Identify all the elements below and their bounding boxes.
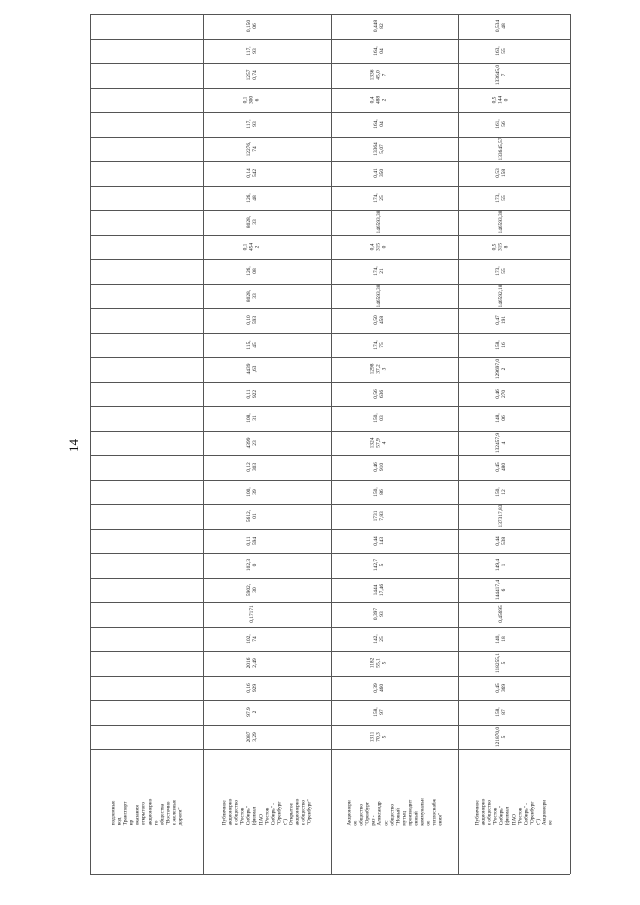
table-row-line (90, 700, 570, 701)
table-cell-value: 102, 74 (245, 634, 258, 644)
table-column-line (458, 14, 459, 874)
table-cell-value: 0,39 460 (373, 683, 386, 693)
table-row-line (90, 88, 570, 89)
table-cell-value: 150, 86 (373, 487, 386, 497)
table-cell-value: 140, 18 (494, 634, 507, 644)
table-row-line (90, 112, 570, 113)
table-row-line (90, 259, 570, 260)
table-row-line (90, 382, 570, 383)
table-row-line (90, 455, 570, 456)
table-cell-value: 0,397 93 (373, 608, 386, 621)
table-cell-value: 142, 25 (373, 634, 386, 644)
table-cell-value: 0,5 144 0 (491, 95, 510, 104)
table-cell-value: 146592,18 (497, 284, 504, 308)
table-cell-value: 132457,9 4 (494, 432, 507, 453)
table-cell-value: 144417,4 6 (494, 579, 507, 600)
table-cell-value: 4399 23 (245, 437, 258, 449)
table-cell-value: 108, 31 (245, 413, 258, 423)
table-column-line (203, 14, 204, 874)
table-row-line (90, 357, 570, 358)
table-cell-value: 146593,38 (376, 210, 383, 234)
table-cell-value: 164, 04 (373, 119, 386, 129)
table-cell-value: 12276, 74 (245, 141, 258, 157)
table-cell-value: 137317,83 (497, 504, 504, 528)
table-cell-value: 163, 55 (494, 46, 507, 56)
table-cell-value: 174, 75 (373, 340, 386, 350)
table-cell-value: 1257 0,74 (245, 69, 258, 81)
table-cell-value: 115, 45 (245, 340, 258, 350)
table-cell-value: 0,5 315 8 (491, 242, 510, 251)
table-cell-value: 158, 16 (494, 340, 507, 350)
table-cell-value: 8028, 33 (245, 216, 258, 229)
table-cell-value: 150, 03 (373, 413, 386, 423)
table-cell-value: 0,47 191 (494, 315, 507, 325)
table-cell-value: 118255,1 5 (494, 653, 507, 674)
table-cell-value: 0,53 158 (494, 168, 507, 178)
table-cell-value: 0,10 593 (245, 315, 258, 325)
table-row-line (90, 14, 570, 15)
table-row-line (90, 63, 570, 64)
table-cell-value: 0,50 458 (373, 315, 386, 325)
table-cell-value: 142,7 5 (373, 559, 386, 572)
table-row-line (90, 627, 570, 628)
table-cell-value: 0,534 48 (494, 20, 507, 33)
table-cell-value: 1324 57,9 4 (369, 437, 389, 449)
table-cell-value: 1731 7,83 (373, 510, 386, 522)
table-cell-value: 0,16 929 (245, 683, 258, 693)
table-cell-value: 149,4 1 (494, 559, 507, 572)
table-cell-value: 13364 5,07 (373, 142, 386, 156)
entity-label-text: Публичное акционерно е общество "Ростов Сибирь" (филиал ПАО "Ростов Сибирь" - "Оренбург с") Акционерн ое (474, 798, 554, 825)
table-cell-value: 0,12 303 (245, 462, 258, 472)
table-cell-value: 117, 93 (245, 46, 258, 56)
table-cell-value: 146593,38 (376, 284, 383, 308)
table-row-line (90, 431, 570, 432)
entity-label-text: Акционерн ое общество "Оренбург раз - Александр ос общество "Новый мутыц производит енный коммунальн ое теплоснабж ения" (345, 797, 444, 826)
table-cell-value: 0,41 350 (373, 168, 386, 178)
table-cell-value: 0,1 300 6 (242, 95, 261, 104)
table-column-line (570, 14, 571, 874)
table-cell-value: 121870,0 5 (494, 726, 507, 747)
table-row-line (90, 39, 570, 40)
table-row-line (90, 529, 570, 530)
table-cell-value: 1182 55,1 5 (369, 657, 389, 669)
table-cell-value: 8028, 33 (245, 289, 258, 302)
table-cell-value: 1311 70,3 5 (369, 731, 389, 743)
table-row-line (90, 480, 570, 481)
table-row-line (90, 333, 570, 334)
table-cell-value: 158, 97 (373, 707, 386, 717)
table-cell-value: 133645,57 (497, 137, 504, 161)
table-cell-value: 0,44 538 (494, 536, 507, 546)
table-cell-value: 2016 2,49 (245, 657, 258, 669)
table-cell-value: 1336 45,0 7 (369, 69, 389, 81)
table-cell-value: 0,11 922 (245, 389, 258, 399)
table-cell-value: 173, 55 (494, 266, 507, 276)
entity-label-text: подземные вод Транспорт ир оказания открытого акционерно го общества "Восточно е железные дороги" (109, 798, 183, 825)
table-cell-value: 146593,38 (497, 210, 504, 234)
table-cell-value: 97.9 2 (245, 707, 258, 717)
table-cell-value: 1444 17,46 (373, 583, 386, 596)
table-column-line (90, 14, 91, 874)
table-cell-value: 0,46 270 (494, 389, 507, 399)
table-cell-value: 0,150 06 (245, 20, 258, 33)
table-cell-value: 0,46 910 (373, 462, 386, 472)
table-row-line (90, 676, 570, 677)
table-cell-value: 126, 48 (245, 193, 258, 203)
table-row-line (90, 186, 570, 187)
table-cell-value: 0,14 542 (245, 168, 258, 178)
entity-label-text: Публичное акционерно е общество "Ростов Сибирь" (филиал ПАО "Ростов Сибирь" - "Оренбург с") Открытое акционерно е общество "Оренбург" (221, 798, 313, 825)
table-row-line (90, 308, 570, 309)
table-cell-value: 126, 08 (245, 266, 258, 276)
table-row-line (90, 578, 570, 579)
table-cell-value: 0,44 143 (373, 536, 386, 546)
table-cell-value: 0,1 454 2 (242, 242, 261, 251)
table-cell-value: 150, 12 (494, 487, 507, 497)
table-cell-value: 5612, 01 (245, 510, 258, 523)
table-column-line (331, 14, 332, 874)
table-cell-value: 0,45 480 (494, 462, 507, 472)
table-cell-value: 0,56 636 (373, 389, 386, 399)
table-bottom-line (90, 874, 570, 875)
table-cell-value: 129697,0 2 (494, 359, 507, 380)
table-cell-value: 100, 39 (245, 487, 258, 497)
table-row-line (90, 406, 570, 407)
table-row-line (90, 161, 570, 162)
table-cell-value: 5902, 30 (245, 583, 258, 596)
table-row-line (90, 651, 570, 652)
page-number: 14 (66, 439, 81, 452)
table-cell-value: 148, 06 (494, 413, 507, 423)
table-cell-value: 0,17171 (248, 605, 255, 624)
table-cell-value: 161, 56 (494, 119, 507, 129)
data-table (90, 14, 570, 874)
table-cell-value: 0,448 82 (373, 20, 386, 33)
table-cell-value: 174, 25 (373, 193, 386, 203)
table-cell-value: 164, 04 (373, 46, 386, 56)
table-cell-value: 0,45695 (497, 605, 504, 624)
table-row-line (90, 749, 570, 750)
table-cell-value: 2087 3,29 (245, 731, 258, 743)
table-cell-value: 133645,0 7 (494, 65, 507, 86)
table-row-line (90, 235, 570, 236)
table-cell-value: 102,3 0 (245, 559, 258, 572)
table-cell-value: 1298 37,2 3 (369, 363, 389, 375)
table-row-line (90, 725, 570, 726)
table-cell-value: 4439 ,63 (245, 363, 258, 375)
table-cell-value: 173, 55 (494, 193, 507, 203)
table-row-line (90, 553, 570, 554)
table-cell-value: 0,45 369 (494, 683, 507, 693)
table-row-line (90, 602, 570, 603)
table-cell-value: 0,4 315 0 (369, 242, 389, 251)
table-cell-value: 0,11 594 (245, 536, 258, 546)
table-cell-value: 158, 87 (494, 707, 507, 717)
table-cell-value: 117, 93 (245, 119, 258, 129)
table-cell-value: 174, 21 (373, 266, 386, 276)
table-cell-value: 0,4 488 2 (369, 95, 389, 104)
